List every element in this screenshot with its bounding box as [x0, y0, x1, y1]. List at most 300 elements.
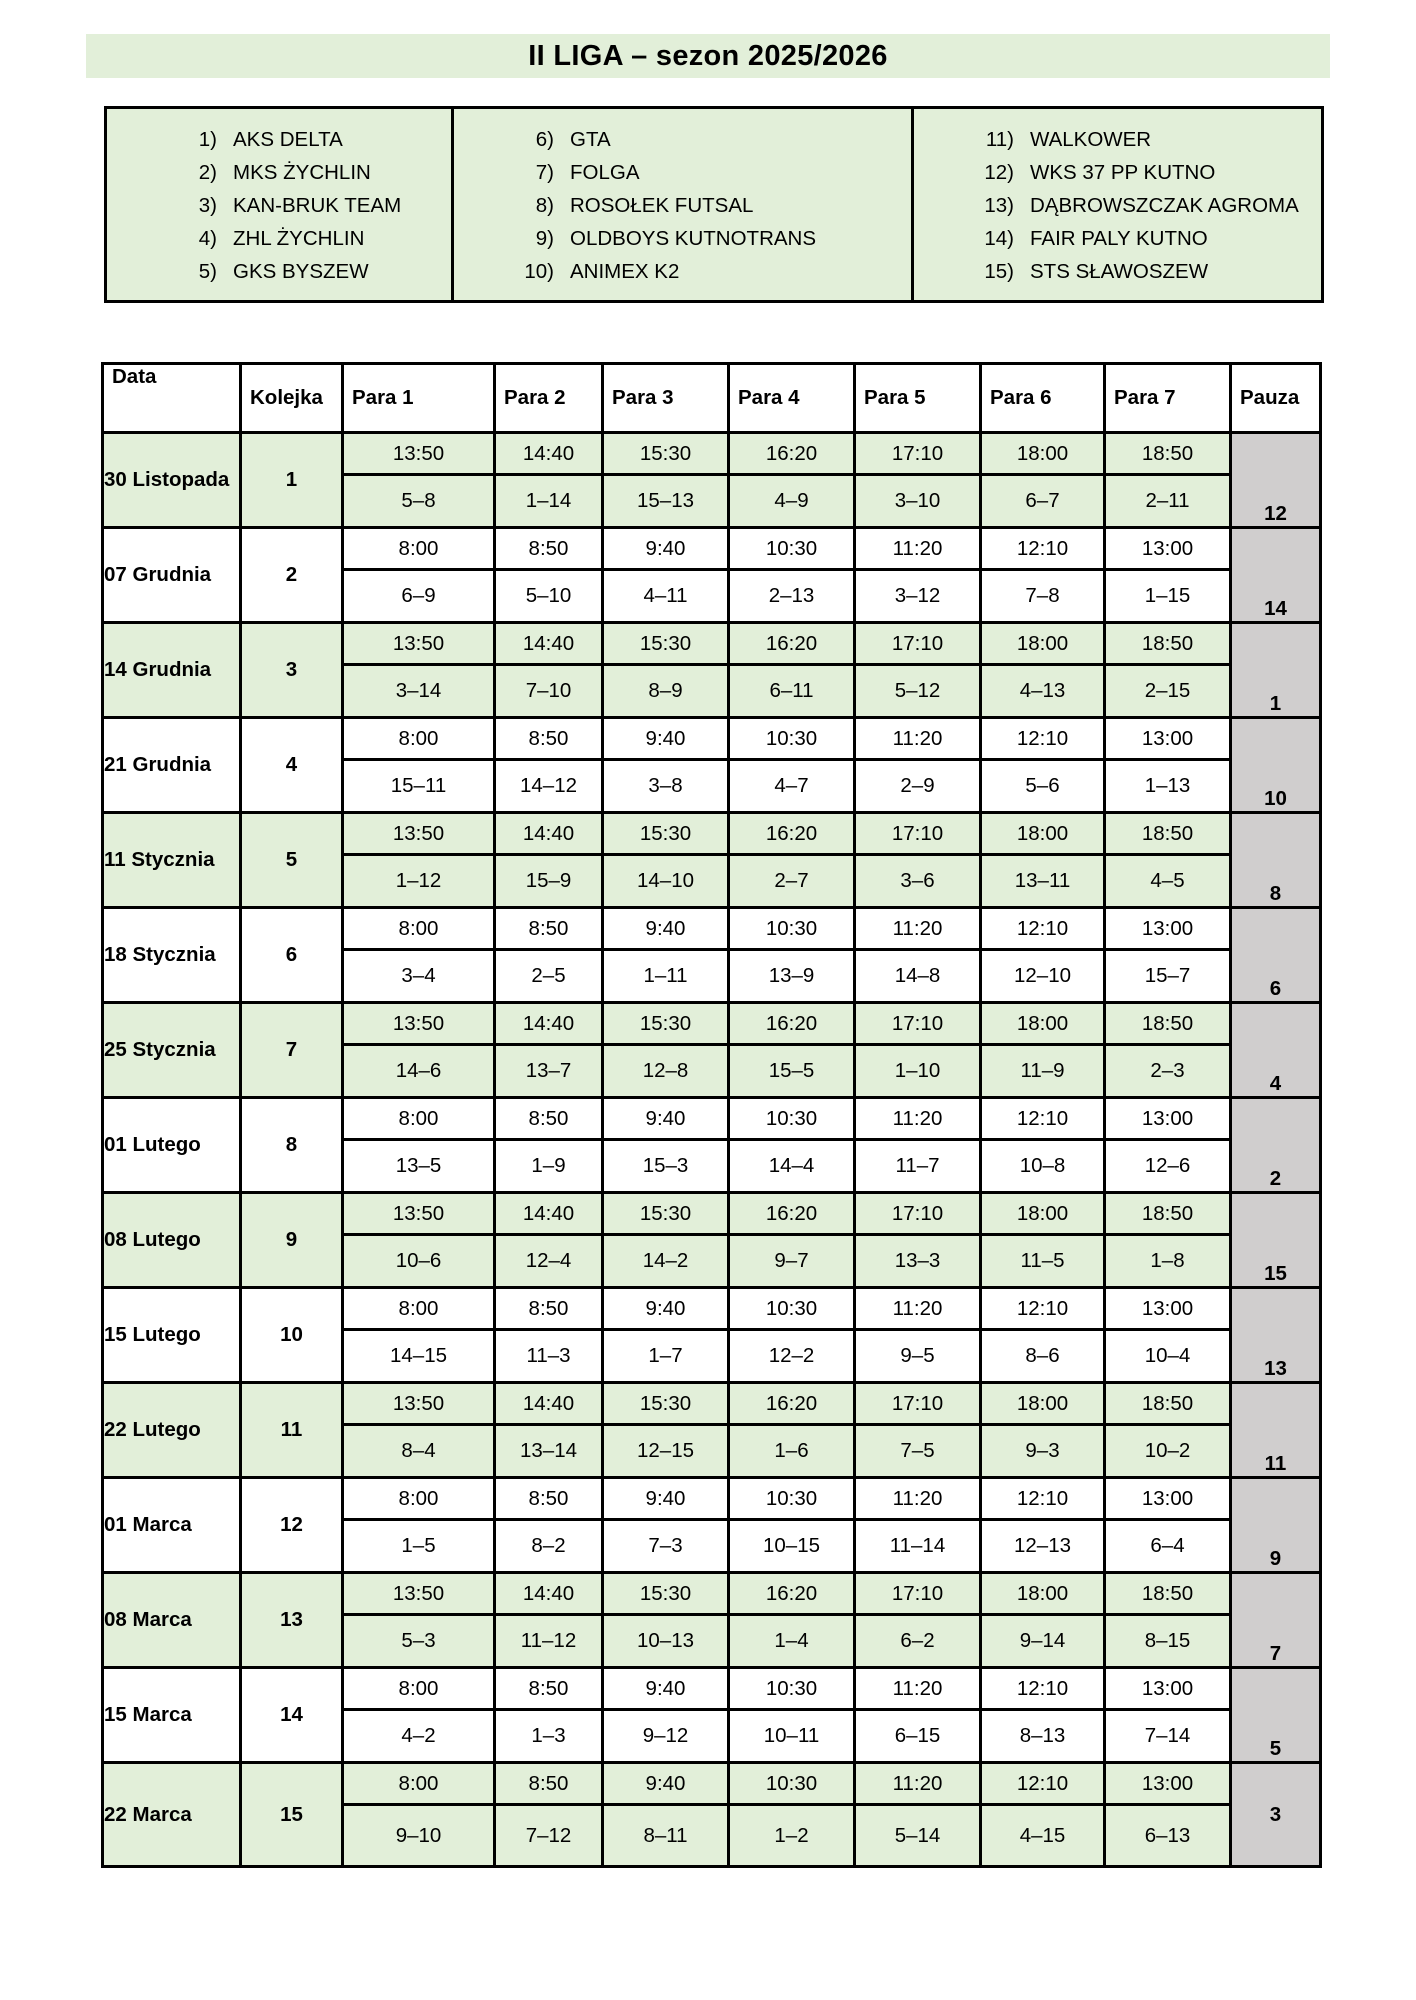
page-title: II LIGA – sezon 2025/2026 [528, 39, 888, 72]
match-time: 13:50 [343, 623, 495, 665]
pause-team: 14 [1231, 528, 1321, 623]
match-pair: 15–5 [729, 1045, 855, 1098]
match-time: 10:30 [729, 1668, 855, 1710]
schedule-body [103, 433, 1321, 1867]
round-time-row [103, 623, 1321, 665]
match-pair: 7–8 [981, 570, 1105, 623]
round-number: 5 [241, 813, 343, 908]
column-header: Para 1 [343, 364, 495, 433]
team-name: GKS BYSZEW [233, 259, 369, 283]
match-time: 12:10 [981, 718, 1105, 760]
round-number: 9 [241, 1193, 343, 1288]
team-number: 6) [535, 127, 554, 151]
match-pair: 5–12 [855, 665, 981, 718]
match-time: 15:30 [603, 433, 729, 475]
match-pair: 4–13 [981, 665, 1105, 718]
round-date: 11 Stycznia [103, 813, 241, 908]
match-time: 15:30 [603, 1383, 729, 1425]
round-time-row [103, 1288, 1321, 1330]
match-time: 8:50 [495, 1288, 603, 1330]
match-pair: 2–13 [729, 570, 855, 623]
match-time: 11:20 [855, 1478, 981, 1520]
match-time: 11:20 [855, 1763, 981, 1805]
team-number: 5) [198, 259, 217, 283]
match-time: 13:00 [1105, 1763, 1231, 1805]
team-name: WKS 37 PP KUTNO [1030, 160, 1216, 184]
match-pair: 3–8 [603, 760, 729, 813]
team-number: 2) [198, 160, 217, 184]
match-time: 15:30 [603, 623, 729, 665]
pause-team: 11 [1231, 1383, 1321, 1478]
round-number: 14 [241, 1668, 343, 1763]
teams-column [911, 109, 1321, 300]
match-time: 15:30 [603, 1573, 729, 1615]
round-time-row [103, 1763, 1321, 1805]
team-entry [966, 123, 1321, 156]
column-header: Para 6 [981, 364, 1105, 433]
match-time: 8:00 [343, 908, 495, 950]
team-name: OLDBOYS KUTNOTRANS [570, 226, 817, 250]
team-number: 7) [535, 160, 554, 184]
round-number: 2 [241, 528, 343, 623]
round-time-row [103, 528, 1321, 570]
match-time: 14:40 [495, 813, 603, 855]
match-pair: 13–9 [729, 950, 855, 1003]
column-header: Para 3 [603, 364, 729, 433]
match-pair: 8–11 [603, 1805, 729, 1867]
match-pair: 11–5 [981, 1235, 1105, 1288]
match-pair: 7–12 [495, 1805, 603, 1867]
match-pair: 14–8 [855, 950, 981, 1003]
match-time: 8:50 [495, 908, 603, 950]
team-number: 9) [535, 226, 554, 250]
match-pair: 12–8 [603, 1045, 729, 1098]
match-time: 17:10 [855, 1193, 981, 1235]
round-date: 15 Marca [103, 1668, 241, 1763]
teams-column [451, 109, 911, 300]
match-time: 9:40 [603, 528, 729, 570]
title-bar [86, 34, 1330, 78]
match-time: 8:00 [343, 1098, 495, 1140]
match-pair: 5–3 [343, 1615, 495, 1668]
team-entry [187, 255, 451, 288]
match-pair: 10–15 [729, 1520, 855, 1573]
match-time: 16:20 [729, 1193, 855, 1235]
match-time: 8:50 [495, 1478, 603, 1520]
match-time: 8:50 [495, 528, 603, 570]
team-entry [966, 255, 1321, 288]
match-pair: 2–7 [729, 855, 855, 908]
match-time: 13:50 [343, 1383, 495, 1425]
round-time-row [103, 1098, 1321, 1140]
team-name: FAIR PALY KUTNO [1030, 226, 1208, 250]
match-pair: 9–12 [603, 1710, 729, 1763]
match-pair: 2–11 [1105, 475, 1231, 528]
match-pair: 8–6 [981, 1330, 1105, 1383]
match-pair: 15–11 [343, 760, 495, 813]
match-time: 9:40 [603, 718, 729, 760]
round-time-row [103, 1003, 1321, 1045]
match-pair: 6–7 [981, 475, 1105, 528]
match-time: 10:30 [729, 1478, 855, 1520]
match-time: 8:00 [343, 1288, 495, 1330]
match-pair: 4–15 [981, 1805, 1105, 1867]
match-pair: 11–14 [855, 1520, 981, 1573]
column-header: Kolejka [241, 364, 343, 433]
match-pair: 11–12 [495, 1615, 603, 1668]
match-pair: 11–9 [981, 1045, 1105, 1098]
team-entry [966, 222, 1321, 255]
match-pair: 1–11 [603, 950, 729, 1003]
match-pair: 12–15 [603, 1425, 729, 1478]
match-pair: 6–9 [343, 570, 495, 623]
column-header: Data [103, 364, 241, 433]
match-pair: 5–14 [855, 1805, 981, 1867]
round-time-row [103, 1573, 1321, 1615]
team-entry [966, 189, 1321, 222]
match-pair: 8–13 [981, 1710, 1105, 1763]
match-pair: 9–3 [981, 1425, 1105, 1478]
match-time: 9:40 [603, 1668, 729, 1710]
column-header: Para 5 [855, 364, 981, 433]
round-date: 30 Listopada [103, 433, 241, 528]
match-time: 17:10 [855, 623, 981, 665]
pause-team: 5 [1231, 1668, 1321, 1763]
match-pair: 3–14 [343, 665, 495, 718]
match-time: 10:30 [729, 1763, 855, 1805]
team-entry [506, 123, 911, 156]
match-time: 17:10 [855, 1383, 981, 1425]
match-pair: 15–7 [1105, 950, 1231, 1003]
team-number: 10) [524, 259, 554, 283]
match-time: 17:10 [855, 813, 981, 855]
match-pair: 6–15 [855, 1710, 981, 1763]
pause-team: 4 [1231, 1003, 1321, 1098]
match-pair: 9–10 [343, 1805, 495, 1867]
match-time: 10:30 [729, 718, 855, 760]
match-time: 8:50 [495, 718, 603, 760]
match-time: 11:20 [855, 718, 981, 760]
match-pair: 15–3 [603, 1140, 729, 1193]
match-time: 12:10 [981, 528, 1105, 570]
match-time: 13:00 [1105, 718, 1231, 760]
match-pair: 7–14 [1105, 1710, 1231, 1763]
match-time: 14:40 [495, 1193, 603, 1235]
team-number: 15) [984, 259, 1014, 283]
match-time: 11:20 [855, 528, 981, 570]
round-number: 6 [241, 908, 343, 1003]
match-pair: 3–12 [855, 570, 981, 623]
match-pair: 2–5 [495, 950, 603, 1003]
match-pair: 13–5 [343, 1140, 495, 1193]
match-pair: 13–7 [495, 1045, 603, 1098]
match-pair: 11–7 [855, 1140, 981, 1193]
match-pair: 8–4 [343, 1425, 495, 1478]
match-pair: 9–14 [981, 1615, 1105, 1668]
match-time: 12:10 [981, 908, 1105, 950]
match-time: 15:30 [603, 1193, 729, 1235]
match-pair: 12–2 [729, 1330, 855, 1383]
match-time: 18:50 [1105, 813, 1231, 855]
match-pair: 13–11 [981, 855, 1105, 908]
round-date: 08 Marca [103, 1573, 241, 1668]
match-time: 18:00 [981, 813, 1105, 855]
round-date: 15 Lutego [103, 1288, 241, 1383]
team-name: DĄBROWSZCZAK AGROMA [1030, 193, 1299, 217]
match-time: 10:30 [729, 908, 855, 950]
match-pair: 1–6 [729, 1425, 855, 1478]
match-time: 11:20 [855, 1098, 981, 1140]
round-time-row [103, 1193, 1321, 1235]
match-pair: 1–8 [1105, 1235, 1231, 1288]
match-pair: 13–3 [855, 1235, 981, 1288]
match-time: 8:50 [495, 1763, 603, 1805]
match-pair: 9–7 [729, 1235, 855, 1288]
match-time: 11:20 [855, 1668, 981, 1710]
match-time: 11:20 [855, 908, 981, 950]
team-number: 4) [198, 226, 217, 250]
match-pair: 3–4 [343, 950, 495, 1003]
team-name: STS SŁAWOSZEW [1030, 259, 1209, 283]
teams-list [104, 106, 1324, 303]
pause-team: 13 [1231, 1288, 1321, 1383]
team-number: 1) [198, 127, 217, 151]
match-time: 16:20 [729, 1573, 855, 1615]
match-time: 16:20 [729, 1383, 855, 1425]
team-name: GTA [570, 127, 611, 151]
match-time: 8:00 [343, 1668, 495, 1710]
match-time: 14:40 [495, 1573, 603, 1615]
match-time: 8:00 [343, 528, 495, 570]
match-pair: 15–13 [603, 475, 729, 528]
match-time: 10:30 [729, 1288, 855, 1330]
match-pair: 10–11 [729, 1710, 855, 1763]
match-time: 14:40 [495, 1383, 603, 1425]
round-date: 22 Marca [103, 1763, 241, 1867]
round-time-row [103, 908, 1321, 950]
match-pair: 12–4 [495, 1235, 603, 1288]
match-pair: 7–3 [603, 1520, 729, 1573]
round-date: 18 Stycznia [103, 908, 241, 1003]
match-pair: 8–9 [603, 665, 729, 718]
round-number: 11 [241, 1383, 343, 1478]
round-number: 3 [241, 623, 343, 718]
team-entry [187, 222, 451, 255]
team-number: 12) [984, 160, 1014, 184]
pause-team: 8 [1231, 813, 1321, 908]
round-date: 21 Grudnia [103, 718, 241, 813]
match-pair: 6–13 [1105, 1805, 1231, 1867]
match-pair: 1–9 [495, 1140, 603, 1193]
match-pair: 2–9 [855, 760, 981, 813]
match-pair: 10–8 [981, 1140, 1105, 1193]
match-time: 10:30 [729, 528, 855, 570]
match-time: 13:00 [1105, 1478, 1231, 1520]
match-pair: 1–4 [729, 1615, 855, 1668]
match-pair: 8–15 [1105, 1615, 1231, 1668]
match-time: 8:50 [495, 1668, 603, 1710]
match-pair: 10–4 [1105, 1330, 1231, 1383]
match-time: 10:30 [729, 1098, 855, 1140]
pause-team: 9 [1231, 1478, 1321, 1573]
match-pair: 15–9 [495, 855, 603, 908]
match-time: 15:30 [603, 813, 729, 855]
match-pair: 5–8 [343, 475, 495, 528]
team-name: FOLGA [570, 160, 640, 184]
match-pair: 2–15 [1105, 665, 1231, 718]
header-row [103, 364, 1321, 433]
match-pair: 13–14 [495, 1425, 603, 1478]
match-pair: 11–3 [495, 1330, 603, 1383]
match-time: 16:20 [729, 623, 855, 665]
team-entry [506, 156, 911, 189]
match-time: 13:00 [1105, 1288, 1231, 1330]
column-header: Para 2 [495, 364, 603, 433]
round-number: 7 [241, 1003, 343, 1098]
match-pair: 9–5 [855, 1330, 981, 1383]
round-number: 13 [241, 1573, 343, 1668]
match-time: 12:10 [981, 1763, 1105, 1805]
match-pair: 6–2 [855, 1615, 981, 1668]
match-time: 18:50 [1105, 623, 1231, 665]
match-pair: 5–10 [495, 570, 603, 623]
pause-team: 3 [1231, 1763, 1321, 1867]
round-time-row [103, 718, 1321, 760]
match-pair: 2–3 [1105, 1045, 1231, 1098]
match-time: 18:00 [981, 623, 1105, 665]
match-time: 17:10 [855, 1573, 981, 1615]
round-date: 08 Lutego [103, 1193, 241, 1288]
match-time: 9:40 [603, 908, 729, 950]
match-pair: 1–7 [603, 1330, 729, 1383]
team-entry [187, 156, 451, 189]
column-header: Pauza [1231, 364, 1321, 433]
match-time: 18:00 [981, 1003, 1105, 1045]
match-pair: 12–13 [981, 1520, 1105, 1573]
match-time: 13:50 [343, 1003, 495, 1045]
round-time-row [103, 433, 1321, 475]
pause-team: 15 [1231, 1193, 1321, 1288]
team-number: 11) [985, 127, 1014, 151]
round-number: 4 [241, 718, 343, 813]
match-time: 18:00 [981, 1193, 1105, 1235]
match-time: 13:50 [343, 813, 495, 855]
match-time: 18:00 [981, 433, 1105, 475]
match-pair: 6–11 [729, 665, 855, 718]
match-pair: 14–15 [343, 1330, 495, 1383]
match-pair: 6–4 [1105, 1520, 1231, 1573]
pause-team: 7 [1231, 1573, 1321, 1668]
team-entry [506, 255, 911, 288]
match-pair: 10–6 [343, 1235, 495, 1288]
match-pair: 1–3 [495, 1710, 603, 1763]
pause-team: 2 [1231, 1098, 1321, 1193]
team-name: KAN-BRUK TEAM [233, 193, 402, 217]
match-pair: 7–10 [495, 665, 603, 718]
match-pair: 1–14 [495, 475, 603, 528]
column-header: Para 7 [1105, 364, 1231, 433]
match-time: 13:00 [1105, 908, 1231, 950]
match-pair: 1–12 [343, 855, 495, 908]
match-pair: 14–10 [603, 855, 729, 908]
match-time: 14:40 [495, 433, 603, 475]
match-time: 16:20 [729, 813, 855, 855]
match-time: 12:10 [981, 1478, 1105, 1520]
round-time-row [103, 1383, 1321, 1425]
team-number: 14) [984, 226, 1014, 250]
match-time: 17:10 [855, 433, 981, 475]
match-pair: 1–15 [1105, 570, 1231, 623]
match-pair: 3–6 [855, 855, 981, 908]
match-time: 15:30 [603, 1003, 729, 1045]
round-date: 01 Marca [103, 1478, 241, 1573]
match-pair: 14–12 [495, 760, 603, 813]
round-time-row [103, 1478, 1321, 1520]
schedule-table [101, 362, 1322, 1868]
pause-team: 6 [1231, 908, 1321, 1003]
match-pair: 4–9 [729, 475, 855, 528]
round-number: 15 [241, 1763, 343, 1867]
team-name: ANIMEX K2 [570, 259, 680, 283]
match-time: 18:50 [1105, 1003, 1231, 1045]
match-time: 12:10 [981, 1288, 1105, 1330]
round-number: 12 [241, 1478, 343, 1573]
match-pair: 1–10 [855, 1045, 981, 1098]
match-time: 18:00 [981, 1573, 1105, 1615]
match-time: 18:50 [1105, 1193, 1231, 1235]
match-pair: 8–2 [495, 1520, 603, 1573]
match-pair: 4–11 [603, 570, 729, 623]
round-date: 07 Grudnia [103, 528, 241, 623]
round-number: 1 [241, 433, 343, 528]
team-name: ROSOŁEK FUTSAL [570, 193, 754, 217]
match-time: 13:00 [1105, 1668, 1231, 1710]
pause-team: 1 [1231, 623, 1321, 718]
team-name: WALKOWER [1030, 127, 1152, 151]
column-header: Para 4 [729, 364, 855, 433]
match-time: 16:20 [729, 433, 855, 475]
team-number: 8) [535, 193, 554, 217]
match-pair: 14–4 [729, 1140, 855, 1193]
match-time: 12:10 [981, 1098, 1105, 1140]
match-time: 8:00 [343, 1478, 495, 1520]
match-time: 18:50 [1105, 1573, 1231, 1615]
team-entry [187, 123, 451, 156]
team-entry [506, 222, 911, 255]
round-date: 25 Stycznia [103, 1003, 241, 1098]
match-time: 13:00 [1105, 528, 1231, 570]
match-time: 13:50 [343, 1573, 495, 1615]
round-number: 8 [241, 1098, 343, 1193]
match-time: 18:00 [981, 1383, 1105, 1425]
match-pair: 14–6 [343, 1045, 495, 1098]
team-name: MKS ŻYCHLIN [233, 160, 371, 184]
match-pair: 3–10 [855, 475, 981, 528]
team-entry [187, 189, 451, 222]
pause-team: 10 [1231, 718, 1321, 813]
team-entry [966, 156, 1321, 189]
match-pair: 7–5 [855, 1425, 981, 1478]
team-name: ZHL ŻYCHLIN [233, 226, 365, 250]
round-number: 10 [241, 1288, 343, 1383]
match-time: 9:40 [603, 1478, 729, 1520]
match-pair: 4–7 [729, 760, 855, 813]
match-pair: 10–2 [1105, 1425, 1231, 1478]
match-pair: 1–2 [729, 1805, 855, 1867]
match-time: 18:50 [1105, 433, 1231, 475]
match-time: 14:40 [495, 623, 603, 665]
match-pair: 4–2 [343, 1710, 495, 1763]
